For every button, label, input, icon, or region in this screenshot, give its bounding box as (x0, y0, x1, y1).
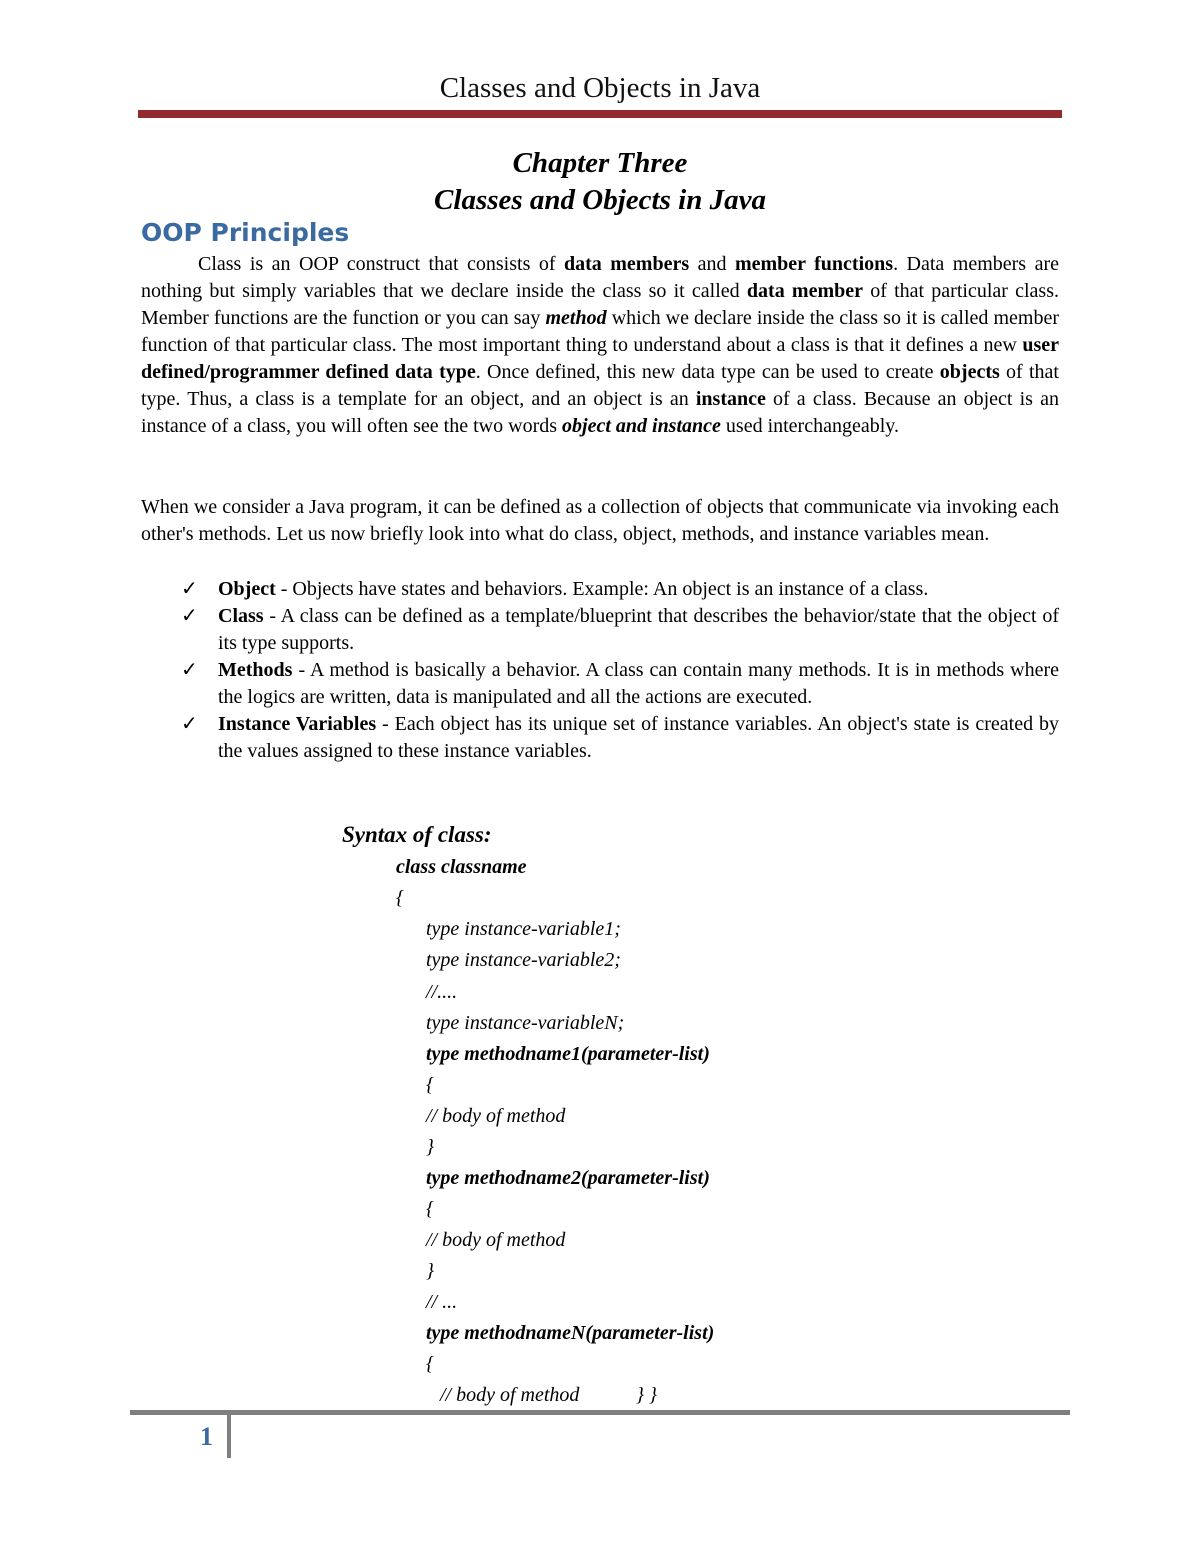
code-line: type instance-variableN; (426, 1012, 625, 1034)
code-line: { (426, 1198, 434, 1220)
footer-rule (130, 1410, 1070, 1415)
running-header-title: Classes and Objects in Java (439, 72, 761, 104)
code-line: } (426, 1260, 434, 1282)
list-item: ✓ Instance Variables - Each object has its unique set of instance variables. An object's state is created by the values assigned to these instance variables. (181, 713, 1060, 762)
intro-paragraph: Class is an OOP construct that consists of data members and member functions. Data members are nothing but simply variables that we declare inside the class so it called data member of that particular class. Member functions are the function or you can say method which we declare inside the class so it is called member function of that particular class. The most important thing to understand about a class is that it defines a new user defined/programmer defined data type. Once defined, this new data type can be used to create objects of that type. Thus, a class is a template for an object, and an object is an instance of a class. Because an object is an instance of a class, you will often see the two words object and instance used interchangeably. (141, 253, 1060, 437)
checkmark-icon: ✓ (181, 605, 198, 627)
code-line: // ... (426, 1291, 458, 1313)
code-line: { (426, 1353, 434, 1375)
page-number: 1 (200, 1422, 213, 1451)
list-item: ✓ Class - A class can be defined as a template/blueprint that describes the behavior/state that the object of its type supports. (181, 605, 1059, 654)
code-line: class classname (396, 856, 527, 878)
chapter-title: Classes and Objects in Java (434, 184, 766, 216)
code-line: } } (636, 1384, 657, 1406)
chapter-number: Chapter Three (512, 147, 688, 179)
checkmark-icon: ✓ (181, 659, 198, 681)
code-line: type methodnameN(parameter-list) (426, 1322, 715, 1344)
code-line: type instance-variable1; (426, 918, 621, 940)
code-line: { (396, 887, 404, 909)
code-line: { (426, 1074, 434, 1096)
checkmark-icon: ✓ (181, 578, 198, 600)
list-item: ✓ Object - Objects have states and behaviors. Example: An object is an instance of a class. (141, 576, 1059, 603)
definitions-list (141, 576, 1059, 765)
footer-divider (227, 1413, 231, 1458)
code-line: //.... (426, 981, 458, 1003)
code-line: type methodname1(parameter-list) (426, 1043, 710, 1065)
section-heading: OOP Principles (141, 218, 350, 247)
code-line: // body of method (440, 1384, 580, 1406)
code-line: // body of method (426, 1105, 566, 1127)
code-line: } (426, 1136, 434, 1158)
java-program-paragraph: When we consider a Java program, it can be defined as a collection of objects that communicate via invoking each other's methods. Let us now briefly look into what do class, object, methods, and instance variables mean. (141, 496, 1059, 545)
code-line: type methodname2(parameter-list) (426, 1167, 710, 1189)
header-rule (138, 110, 1062, 118)
list-item: ✓ Methods - A method is basically a behavior. A class can contain many methods. It is in methods where the logics are written, data is manipulated and all the actions are executed. (181, 659, 1059, 708)
syntax-heading: Syntax of class: (342, 822, 492, 847)
checkmark-icon: ✓ (181, 713, 198, 735)
code-line: type instance-variable2; (426, 949, 621, 971)
code-line: // body of method (426, 1229, 566, 1251)
